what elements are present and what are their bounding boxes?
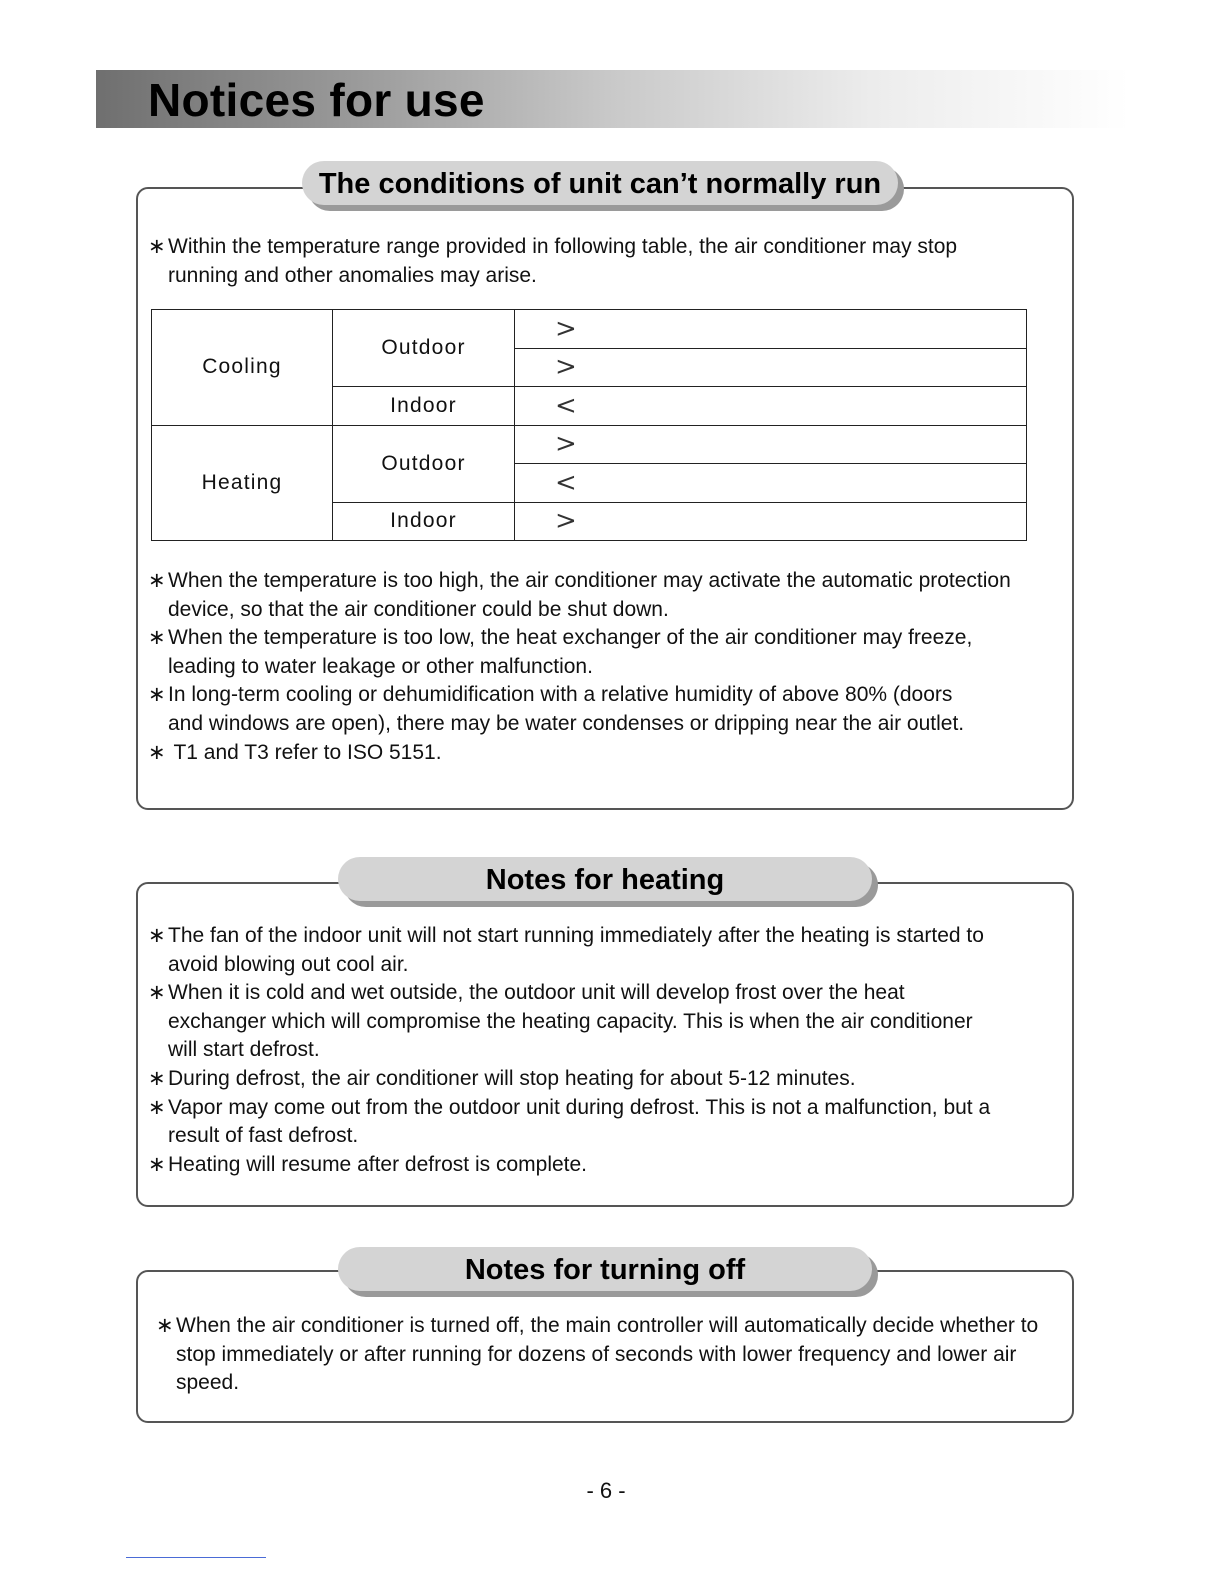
bullet-symbol: ∗ (148, 235, 166, 258)
note-item: ∗ T1 and T3 refer to ISO 5151. (148, 739, 1018, 768)
bullet-symbol: ∗ (148, 1095, 166, 1119)
cooling-outdoor-label: Outdoor (333, 310, 515, 387)
heating-heading: Notes for heating (338, 857, 872, 901)
note-item: ∗ Heating will resume after defrost is complete. (148, 1151, 1038, 1180)
bullet-symbol: ∗ (148, 1066, 166, 1090)
note-item: ∗ When the air conditioner is turned off, the main controller will automatically decide whether to stop immediately or after running for dozens of seconds with lower frequency and lower air speed. (156, 1312, 1056, 1398)
heating-notes (148, 922, 1038, 1179)
conditions-notes (148, 567, 1018, 767)
conditions-intro (148, 233, 1008, 290)
page-title: Notices for use (148, 74, 485, 126)
conditions-heading: The conditions of unit can’t normally run (302, 161, 898, 205)
intro-text: Within the temperature range provided in following table, the air conditioner may stop running and other anomalies may arise. (168, 235, 958, 287)
turning-off-heading: Notes for turning off (338, 1247, 872, 1291)
note-item: ∗ When it is cold and wet outside, the outdoor unit will develop frost over the heat exchanger which will compromise the heating capacity. This is when the air conditioner will start defrost. (148, 979, 1038, 1065)
table-cell: < (515, 387, 1027, 426)
note-item: ∗ Vapor may come out from the outdoor unit during defrost. This is not a malfunction, but a result of fast defrost. (148, 1094, 1038, 1151)
bullet-symbol: ∗ (148, 626, 166, 650)
bullet-symbol: ∗ (148, 683, 166, 707)
table-cell: > (515, 425, 1027, 464)
table-cell: > (515, 502, 1027, 541)
bullet-symbol: ∗ (148, 740, 166, 764)
turning-off-notes (156, 1312, 1056, 1398)
condition-table (151, 309, 1027, 541)
note-item: ∗ The fan of the indoor unit will not start running immediately after the heating is started to avoid blowing out cool air. (148, 922, 1038, 979)
page-number: - 6 - (586, 1478, 626, 1503)
bullet-symbol: ∗ (148, 924, 166, 947)
note-item: ∗ When the temperature is too low, the heat exchanger of the air conditioner may freeze, leading to water leakage or other malfunction. (148, 624, 1018, 681)
heating-indoor-label: Indoor (333, 502, 515, 541)
note-item: ∗ When the temperature is too high, the air conditioner may activate the automatic protection device, so that the air conditioner could be shut down. (148, 567, 1018, 624)
cooling-label: Cooling (152, 310, 333, 426)
table-cell: < (515, 464, 1027, 503)
cooling-indoor-label: Indoor (333, 387, 515, 426)
note-item: ∗ During defrost, the air conditioner will stop heating for about 5-12 minutes. (148, 1065, 1038, 1094)
footer-rule (126, 1557, 266, 1558)
bullet-symbol: ∗ (148, 981, 166, 1005)
note-item: ∗ In long-term cooling or dehumidification with a relative humidity of above 80% (doors and windows are open), there may be water condenses or dripping near the air outlet. (148, 681, 1018, 738)
table-cell: > (515, 348, 1027, 387)
heating-label: Heating (152, 425, 333, 541)
bullet-symbol: ∗ (148, 1152, 166, 1176)
heating-outdoor-label: Outdoor (333, 425, 515, 502)
table-cell: > (515, 310, 1027, 349)
bullet-symbol: ∗ (156, 1314, 174, 1337)
bullet-symbol: ∗ (148, 569, 166, 592)
